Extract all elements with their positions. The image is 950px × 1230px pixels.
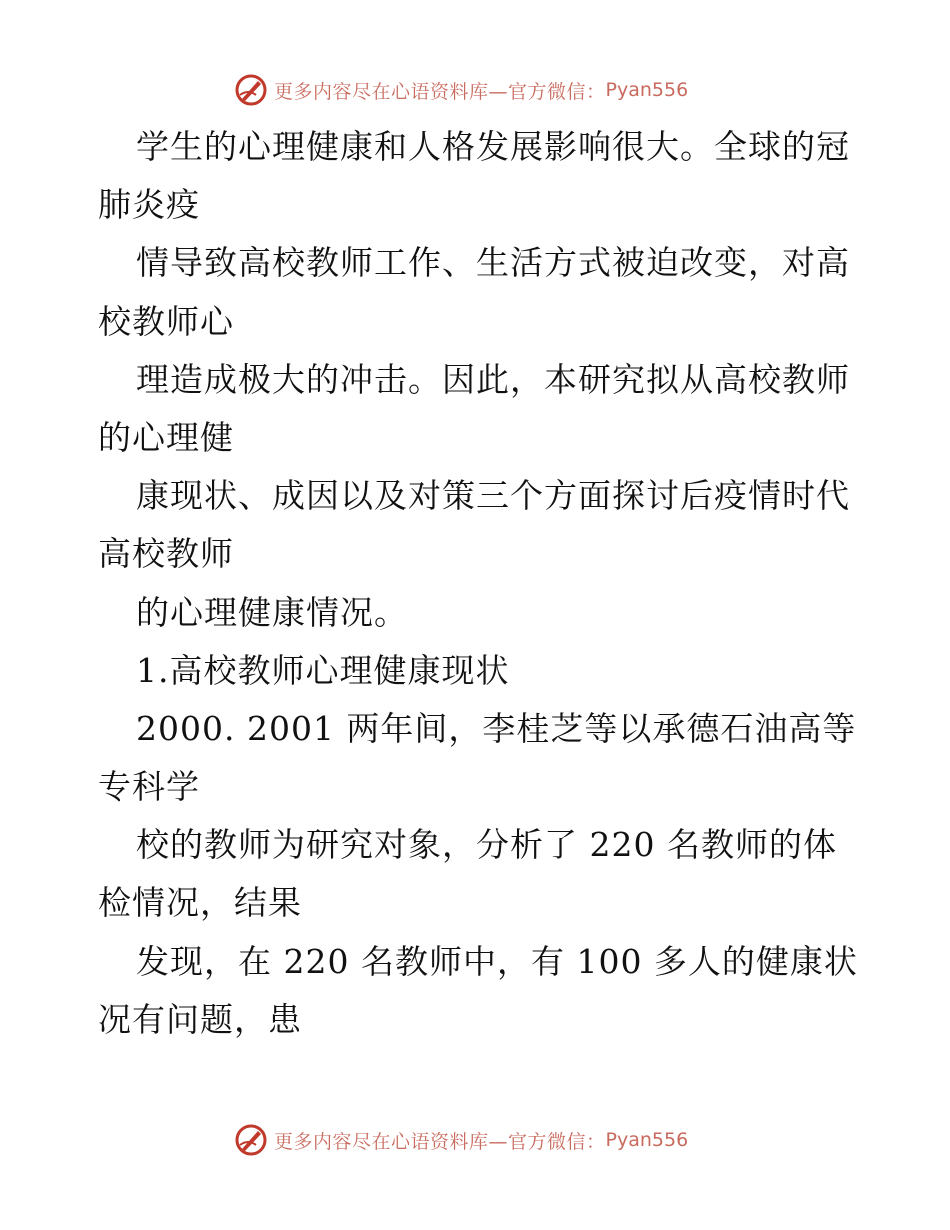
text-line: 2000. 2001 两年间，李桂芝等以承德石油高等 [136, 708, 857, 748]
footer-banner-text: 更多内容尽在心语资料库—官方微信： [274, 1130, 606, 1153]
text-line: 检情况，结果 [98, 883, 302, 923]
header-banner-handle: Pyan556 [605, 79, 689, 101]
text-line: 肺炎疫 [98, 185, 200, 225]
body-text [98, 118, 858, 1049]
text-line: 的心理健 [98, 417, 234, 457]
quill-seal-icon [234, 1123, 268, 1157]
header-banner-text: 更多内容尽在心语资料库—官方微信： [274, 80, 606, 103]
footer-watermark-banner [234, 1122, 688, 1158]
text-line: 理造成极大的冲击。因此，本研究拟从高校教师 [136, 359, 850, 399]
quill-seal-icon [234, 73, 268, 107]
header-watermark-banner [234, 72, 688, 108]
text-line: 发现，在 220 名教师中，有 100 多人的健康状 [136, 941, 858, 981]
text-line: 的心理健康情况。 [136, 592, 408, 632]
text-line: 校教师心 [98, 301, 234, 341]
text-line: 况有问题，患 [98, 999, 302, 1039]
text-line: 高校教师 [98, 534, 234, 574]
text-line: 专科学 [98, 767, 200, 807]
text-line: 学生的心理健康和人格发展影响很大。全球的冠 [136, 127, 850, 166]
text-line: 情导致高校教师工作、生活方式被迫改变，对高 [136, 243, 850, 283]
text-line: 校的教师为研究对象，分析了 220 名教师的体 [136, 825, 837, 865]
text-line: 康现状、成因以及对策三个方面探讨后疫情时代 [136, 476, 850, 516]
footer-banner-handle: Pyan556 [605, 1129, 689, 1151]
section-heading: 1.高校教师心理健康现状 [136, 650, 510, 690]
